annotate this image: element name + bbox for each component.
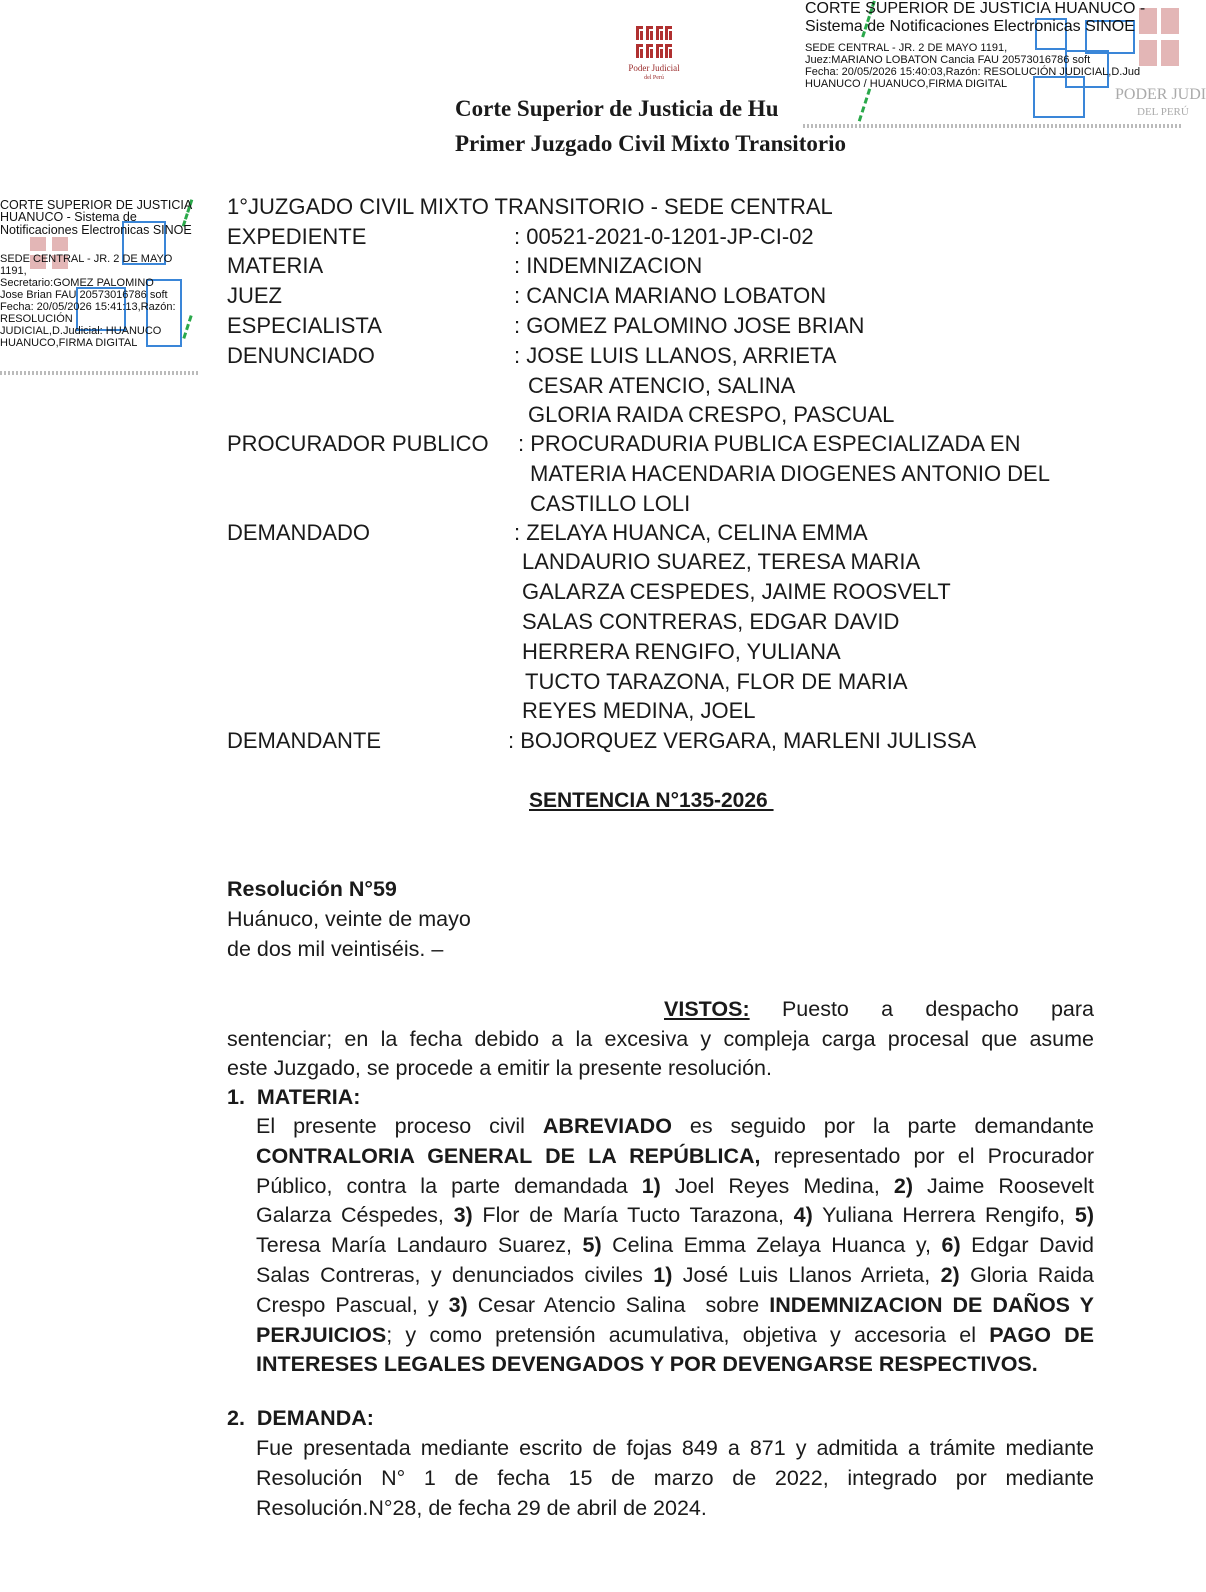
section1-heading: 1. MATERIA: <box>227 1085 361 1109</box>
materia-label: MATERIA <box>227 253 324 278</box>
stamp-line: Jose Brian FAU 20573016786 soft <box>0 289 168 301</box>
expediente-label: EXPEDIENTE <box>227 224 367 249</box>
text: es seguido por la parte demandante <box>671 1114 1094 1138</box>
vistos-line3: este Juzgado, se procede a emitir la presente resolución. <box>227 1056 772 1080</box>
procurador-value: CASTILLO LOLI <box>530 491 691 516</box>
stamp-line: HUANUCO,FIRMA DIGITAL <box>0 337 138 349</box>
demandante-label: DEMANDANTE <box>227 728 382 753</box>
section1-line8 <box>256 1320 1094 1350</box>
text-bold: 3) <box>448 1293 468 1317</box>
sentencia-title: SENTENCIA N°135-2026 <box>529 789 774 812</box>
section1-line5 <box>256 1230 1094 1260</box>
text-bold: PERJUICIOS <box>256 1323 387 1347</box>
stamp-line: HUANUCO - Sistema de <box>0 210 137 224</box>
demandado-value: TUCTO TARAZONA, FLOR DE MARIA <box>525 669 908 694</box>
section1-line3 <box>256 1171 1094 1201</box>
court-line: 1°JUZGADO CIVIL MIXTO TRANSITORIO - SEDE CENTRAL <box>227 194 833 219</box>
stamp-line: RESOLUCIÓN <box>0 313 73 325</box>
especialista-label: ESPECIALISTA <box>227 313 382 338</box>
denunciado-value: GLORIA RAIDA CRESPO, PASCUAL <box>528 402 895 427</box>
text-bold: ABREVIADO <box>542 1114 672 1138</box>
juez-label: JUEZ <box>227 283 282 308</box>
denunciado-value: CESAR ATENCIO, SALINA <box>528 373 796 398</box>
text: Gloria Raida <box>959 1263 1094 1287</box>
signature-stroke-icon <box>182 315 192 339</box>
vistos-text: Puesto a despacho para <box>781 997 1094 1021</box>
section1-line6 <box>256 1260 1094 1290</box>
denunciado-label: DENUNCIADO <box>227 343 375 368</box>
text-bold: 6) <box>941 1233 961 1257</box>
denunciado-value: : JOSE LUIS LLANOS, ARRIETA <box>514 343 837 368</box>
expediente-value: : 00521-2021-0-1201-JP-CI-02 <box>514 224 814 249</box>
stamp-line: Notificaciones Electronicas SINOE <box>0 223 192 237</box>
section2-heading: 2. DEMANDA: <box>227 1406 374 1430</box>
stamp-watermark-text-2: DEL PERÚ <box>1137 106 1189 118</box>
especialista-value: : GOMEZ PALOMINO JOSE BRIAN <box>514 313 865 338</box>
procurador-label: PROCURADOR PUBLICO <box>227 431 489 456</box>
demandado-value: HERRERA RENGIFO, YULIANA <box>522 639 841 664</box>
demandado-value: GALARZA CESPEDES, JAIME ROOSVELT <box>522 579 951 604</box>
stamp-line: CORTE SUPERIOR DE JUSTICIA HUANUCO - <box>805 0 1146 17</box>
stamp-line: JUDICIAL,D.Judicial: HUANUCO <box>0 325 162 337</box>
vistos-label: VISTOS: <box>664 997 750 1021</box>
stamp-line: SEDE CENTRAL - JR. 2 DE MAYO <box>0 253 173 265</box>
text: Celina Emma Zelaya Huanca y, <box>601 1233 942 1257</box>
court-title: Corte Superior de Justicia de Hu <box>455 96 779 121</box>
text-bold: 3) <box>453 1203 473 1227</box>
section2-line1: Fue presentada mediante escrito de fojas 849 a 871 y admitida a trámite mediante <box>256 1436 1094 1460</box>
section2-line3: Resolución.N°28, de fecha 29 de abril de 2024. <box>256 1496 707 1520</box>
demandado-value: : ZELAYA HUANCA, CELINA EMMA <box>514 520 868 545</box>
text: Teresa María Landauro Suarez, <box>256 1233 583 1257</box>
section1-line1 <box>256 1111 1094 1141</box>
text: Edgar David <box>960 1233 1094 1257</box>
signature-stroke-icon <box>858 88 871 121</box>
digital-signature-stamp-secretary <box>0 195 198 375</box>
text: José Luis Llanos Arrieta, <box>672 1263 941 1287</box>
text: Salas Contreras, y denunciados civiles <box>256 1263 654 1287</box>
section1-line2 <box>256 1141 1094 1171</box>
text: Joel Reyes Medina, <box>660 1174 894 1198</box>
section1-line9: INTERESES LEGALES DEVENGADOS Y POR DEVENGARSE RESPECTIVOS. <box>256 1352 1038 1376</box>
stamp-line: HUANUCO / HUANUCO,FIRMA DIGITAL <box>805 78 1008 90</box>
text: Crespo Pascual, y <box>256 1293 449 1317</box>
juez-value: : CANCIA MARIANO LOBATON <box>514 283 827 308</box>
text-bold: 4) <box>793 1203 813 1227</box>
vistos-line1 <box>664 994 1094 1024</box>
section2-line2: Resolución N° 1 de fecha 15 de marzo de 2022, integrado por mediante <box>256 1466 1094 1490</box>
logo-line2: del Perú <box>644 75 664 81</box>
place-date-line2: de dos mil veintiséis. – <box>227 937 444 961</box>
watermark-logo-icon <box>1139 8 1183 68</box>
demandado-label: DEMANDADO <box>227 520 371 545</box>
text-bold: CONTRALORIA GENERAL DE LA REPÚBLICA, <box>256 1144 761 1168</box>
logo-caption <box>606 63 702 83</box>
text-bold: 2) <box>893 1174 913 1198</box>
logo-line1: Poder Judicial <box>628 63 680 73</box>
text-bold: INDEMNIZACION DE DAÑOS Y <box>769 1293 1094 1317</box>
signature-box-icon <box>1033 76 1085 118</box>
text-bold: 1) <box>641 1174 661 1198</box>
stamp-line: 1191, <box>0 265 27 277</box>
stamp-line: Sistema de Notificaciones Electronicas SINOE <box>805 18 1135 35</box>
section1-line4 <box>256 1200 1094 1230</box>
stamp-line: Fecha: 20/05/2026 15:40:03,Razón: RESOLUCIÓN JUDICIAL,D.Jud <box>805 66 1141 78</box>
stamp-line: Fecha: 20/05/2026 15:41:13,Razón: <box>0 301 176 313</box>
text: Público, contra la parte demandada <box>256 1174 642 1198</box>
digital-signature-stamp-judge <box>803 0 1206 128</box>
text-bold: 1) <box>653 1263 673 1287</box>
text-bold: 5) <box>1074 1203 1095 1227</box>
demandado-value: SALAS CONTRERAS, EDGAR DAVID <box>522 609 900 634</box>
text: representado por el Procurador <box>760 1144 1094 1168</box>
court-subtitle: Primer Juzgado Civil Mixto Transitorio <box>455 131 846 156</box>
text: El presente proceso civil <box>256 1114 543 1138</box>
stamp-watermark-text: PODER JUDI <box>1115 86 1206 103</box>
place-date-line1: Huánuco, veinte de mayo <box>227 907 471 931</box>
demandado-value: REYES MEDINA, JOEL <box>522 698 756 723</box>
section1-line7 <box>256 1290 1094 1320</box>
stamp-line: CORTE SUPERIOR DE JUSTICIA <box>0 198 193 212</box>
demandado-value: LANDAURIO SUAREZ, TERESA MARIA <box>522 549 921 574</box>
resolucion-title: Resolución N°59 <box>227 877 397 901</box>
text-bold: PAGO DE <box>989 1323 1095 1347</box>
stamp-line: SEDE CENTRAL - JR. 2 DE MAYO 1191, <box>805 42 1008 54</box>
text: Flor de María Tucto Tarazona, <box>472 1203 794 1227</box>
stamp-line: Secretario:GOMEZ PALOMINO <box>0 277 154 289</box>
text: ; y como pretensión acumulativa, objetiva y accesoria el <box>386 1323 990 1347</box>
stamp-line: Juez:MARIANO LOBATON Cancia FAU 20573016786 soft <box>805 54 1091 66</box>
materia-value: : INDEMNIZACION <box>514 253 703 278</box>
vistos-line2: sentenciar; en la fecha debido a la excesiva y compleja carga procesal que asume <box>227 1027 1094 1051</box>
text: Jaime Roosevelt <box>912 1174 1095 1198</box>
procurador-value: : PROCURADURIA PUBLICA ESPECIALIZADA EN <box>518 431 1021 456</box>
text: Cesar Atencio Salina sobre <box>467 1293 770 1317</box>
text-bold: 2) <box>940 1263 960 1287</box>
demandante-value: : BOJORQUEZ VERGARA, MARLENI JULISSA <box>508 728 977 753</box>
poder-judicial-logo-icon <box>636 26 672 60</box>
text: Yuliana Herrera Rengifo, <box>812 1203 1075 1227</box>
text-bold: 5) <box>582 1233 602 1257</box>
text: Galarza Céspedes, <box>256 1203 454 1227</box>
procurador-value: MATERIA HACENDARIA DIOGENES ANTONIO DEL <box>530 461 1050 486</box>
